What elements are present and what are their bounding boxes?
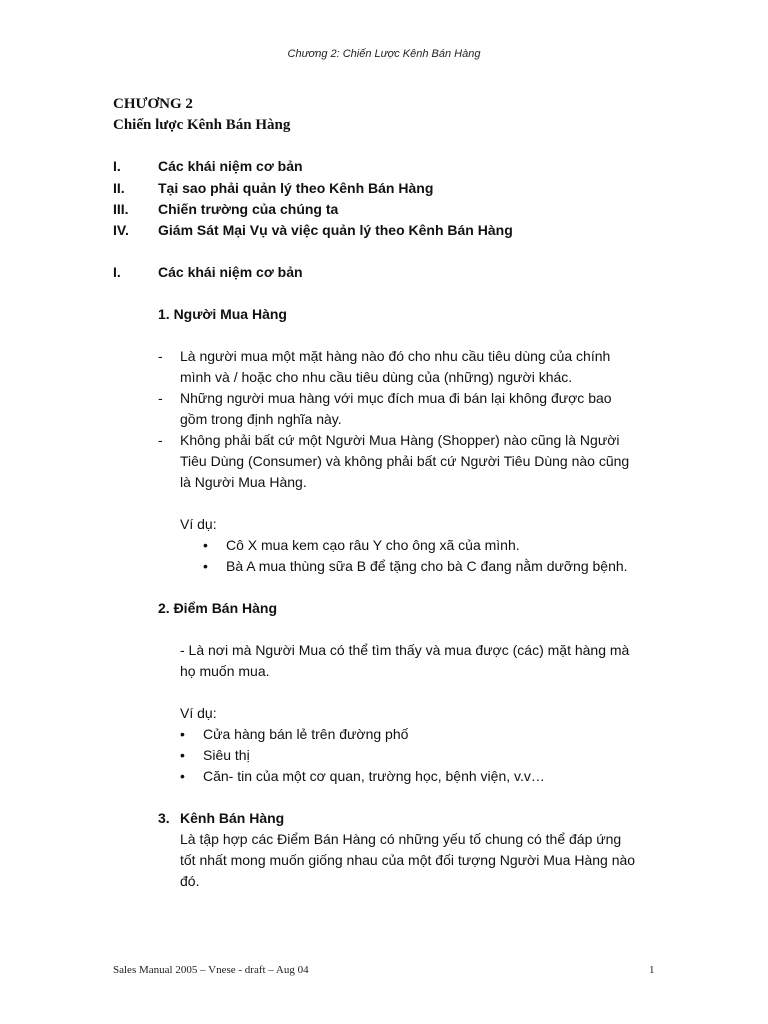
subsection-number: 3. xyxy=(158,810,170,826)
paragraph-line: gồm trong định nghĩa này. xyxy=(180,411,342,427)
subsection-title: Kênh Bán Hàng xyxy=(180,810,285,826)
paragraph-line: Những người mua hàng với mục đích mua đi bán lại không được bao xyxy=(180,390,612,406)
paragraph-line: mình và / hoặc cho nhu cầu tiêu dùng của (những) người khác. xyxy=(180,369,573,385)
subsection-title: 1. Người Mua Hàng xyxy=(158,306,287,322)
toc-item: Giám Sát Mại Vụ và việc quản lý theo Kênh Bán Hàng xyxy=(158,222,513,238)
footer-text: Sales Manual 2005 – Vnese - draft – Aug 04 xyxy=(113,964,309,976)
paragraph-line: tốt nhất mong muốn giống nhau của một đối tượng Người Mua Hàng nào xyxy=(180,852,636,868)
section-title: Các khái niệm cơ bản xyxy=(158,264,303,280)
page-number: 1 xyxy=(649,964,655,976)
toc-num: IV. xyxy=(113,222,129,238)
chapter-title: Chiến lược Kênh Bán Hàng xyxy=(113,117,291,133)
section-number: I. xyxy=(113,264,121,280)
paragraph-line: - Là nơi mà Người Mua có thể tìm thấy và mua được (các) mặt hàng mà xyxy=(180,642,630,658)
toc-item: Tại sao phải quản lý theo Kênh Bán Hàng xyxy=(158,180,434,196)
example-item: • Bà A mua thùng sữa B để tặng cho bà C đang nằm dưỡng bệnh. xyxy=(226,558,628,574)
toc-item: Các khái niệm cơ bản xyxy=(158,158,303,174)
page-header: Chương 2: Chiến Lược Kênh Bán Hàng xyxy=(287,48,481,60)
paragraph-line: Không phải bất cứ một Người Mua Hàng (Shopper) nào cũng là Người xyxy=(180,432,620,448)
toc-num: II. xyxy=(113,180,125,196)
toc-num: III. xyxy=(113,201,129,217)
paragraph-line: Là người mua một mặt hàng nào đó cho nhu cầu tiêu dùng của chính xyxy=(180,348,611,364)
example-item: • Cửa hàng bán lẻ trên đường phố xyxy=(203,726,408,742)
example-item: • Căn- tin của một cơ quan, trường học, bệnh viện, v.v… xyxy=(203,768,545,784)
paragraph-line: Tiêu Dùng (Consumer) và không phải bất cứ Người Tiêu Dùng nào cũng xyxy=(180,453,630,469)
toc-item: Chiến trường của chúng ta xyxy=(158,201,339,217)
paragraph-line: Là tập hợp các Điểm Bán Hàng có những yếu tố chung có thể đáp ứng xyxy=(180,831,622,847)
paragraph-line: là Người Mua Hàng. xyxy=(180,474,307,490)
example-label: Ví dụ: xyxy=(180,705,217,721)
example-label: Ví dụ: xyxy=(180,516,217,532)
example-item: • Cô X mua kem cạo râu Y cho ông xã của mình. xyxy=(226,537,520,553)
chapter-label: CHƯƠNG 2 xyxy=(113,96,193,112)
paragraph-line: đó. xyxy=(180,873,200,889)
dash-marker: - xyxy=(158,390,163,406)
subsection-title: 2. Điểm Bán Hàng xyxy=(158,600,278,616)
dash-marker: - xyxy=(158,432,163,448)
example-item: • Siêu thị xyxy=(203,747,250,763)
paragraph-line: họ muốn mua. xyxy=(180,663,270,679)
toc-num: I. xyxy=(113,158,121,174)
dash-marker: - xyxy=(158,348,163,364)
